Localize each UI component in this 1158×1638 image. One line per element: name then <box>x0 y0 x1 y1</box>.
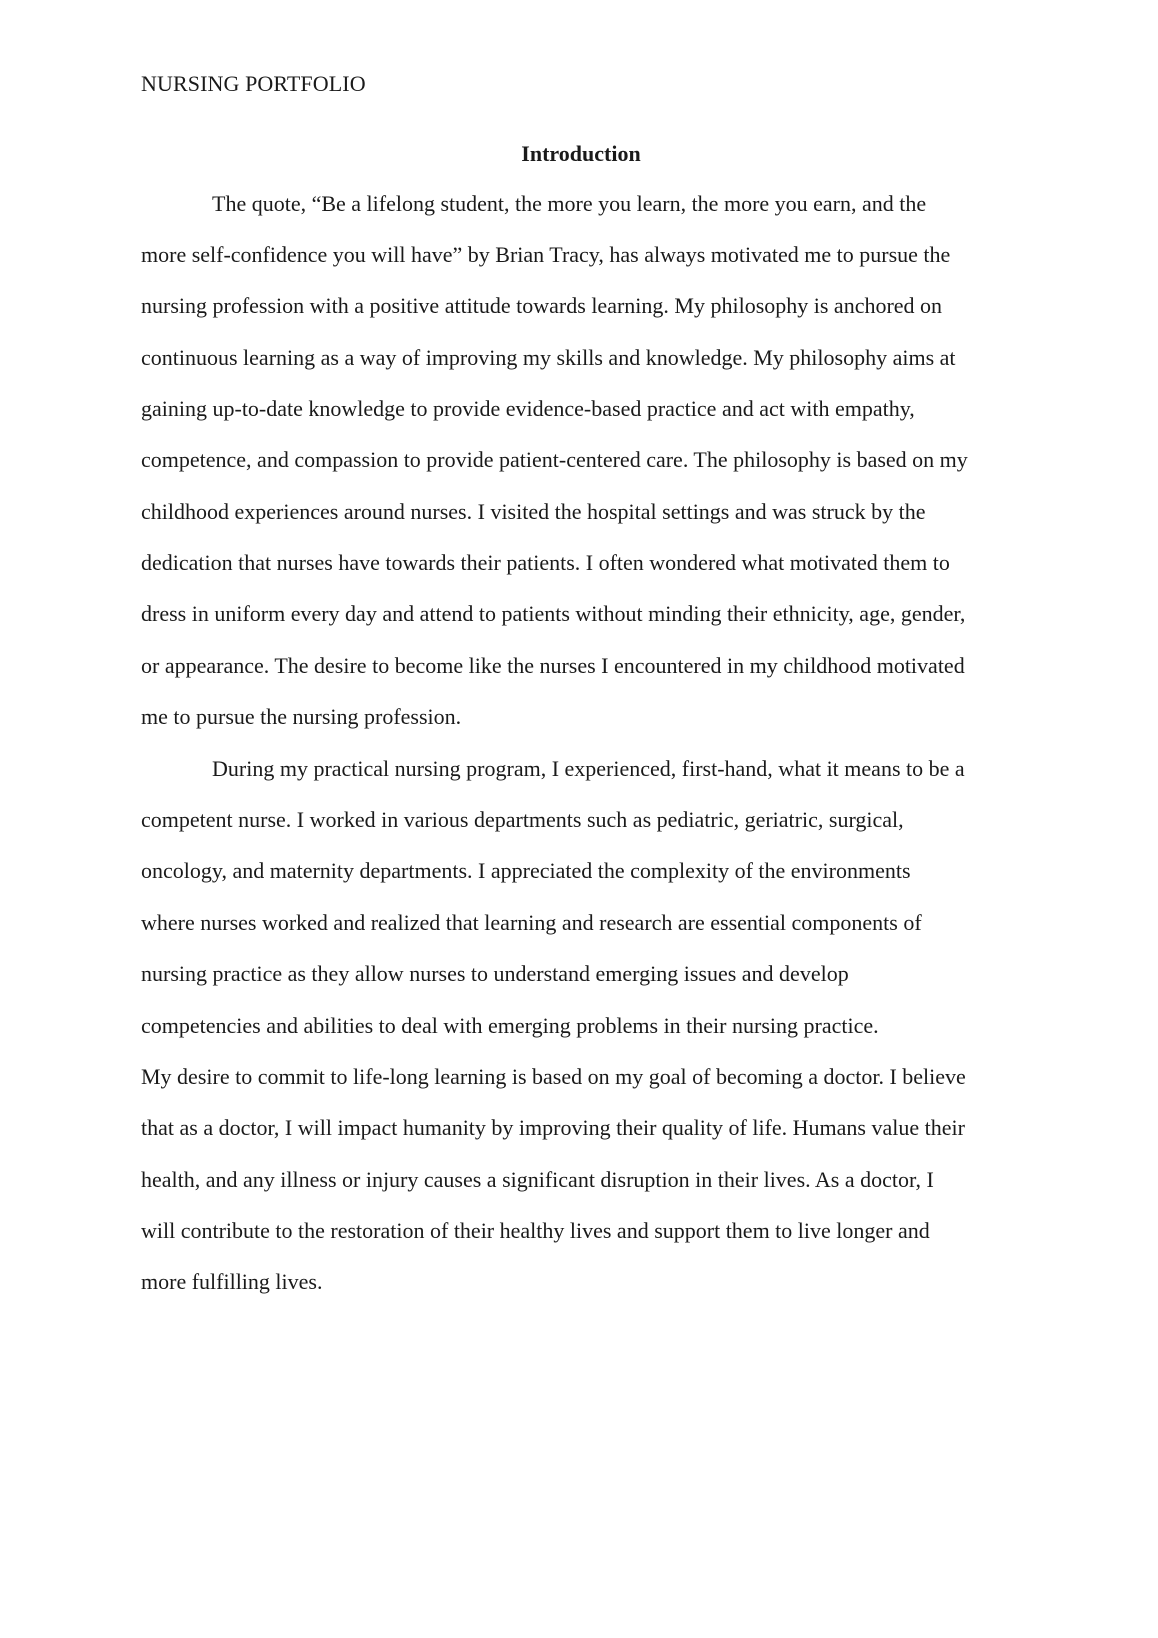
paragraph-1-line-9: dress in uniform every day and attend to patients without minding their ethnicity, age, gender, <box>141 601 966 626</box>
paragraph-2-line-2: competent nurse. I worked in various departments such as pediatric, geriatric, surgical, <box>141 807 904 832</box>
paragraph-1-line-1: The quote, “Be a lifelong student, the more you learn, the more you earn, and the <box>212 191 927 216</box>
paragraph-2-line-5: nursing practice as they allow nurses to understand emerging issues and develop <box>141 961 849 986</box>
paragraph-1-line-8: dedication that nurses have towards their patients. I often wondered what motivated them to <box>141 550 950 575</box>
section-heading: Introduction <box>521 141 641 166</box>
running-head: NURSING PORTFOLIO <box>141 71 366 96</box>
paragraph-1-line-7: childhood experiences around nurses. I visited the hospital settings and was struck by the <box>141 499 926 524</box>
paragraph-2-line-1: During my practical nursing program, I experienced, first-hand, what it means to be a <box>212 756 965 781</box>
paragraph-2-line-4: where nurses worked and realized that learning and research are essential components of <box>141 910 922 935</box>
paragraph-3-line-1: My desire to commit to life-long learning is based on my goal of becoming a doctor. I believe <box>141 1064 966 1089</box>
paragraph-3-line-3: health, and any illness or injury causes a significant disruption in their lives. As a doctor, I <box>141 1167 934 1192</box>
paragraph-3-line-2: that as a doctor, I will impact humanity by improving their quality of life. Humans value their <box>141 1115 965 1140</box>
paragraph-1-line-4: continuous learning as a way of improving my skills and knowledge. My philosophy aims at <box>141 345 956 370</box>
paragraph-1-line-11: me to pursue the nursing profession. <box>141 704 462 729</box>
paragraph-1-line-5: gaining up-to-date knowledge to provide evidence-based practice and act with empathy, <box>141 396 915 421</box>
paragraph-3-line-5: more fulfilling lives. <box>141 1269 323 1294</box>
paragraph-1-line-10: or appearance. The desire to become like the nurses I encountered in my childhood motivated <box>141 653 965 678</box>
paragraph-1-line-3: nursing profession with a positive attitude towards learning. My philosophy is anchored on <box>141 293 943 318</box>
paragraph-1-line-2: more self-confidence you will have” by Brian Tracy, has always motivated me to pursue the <box>141 242 951 267</box>
paragraph-2-line-3: oncology, and maternity departments. I appreciated the complexity of the environments <box>141 858 911 883</box>
paragraph-1-line-6: competence, and compassion to provide patient-centered care. The philosophy is based on my <box>141 447 968 472</box>
paragraph-3-line-4: will contribute to the restoration of their healthy lives and support them to live longer and <box>141 1218 930 1243</box>
paragraph-2-line-6: competencies and abilities to deal with emerging problems in their nursing practice. <box>141 1013 879 1038</box>
